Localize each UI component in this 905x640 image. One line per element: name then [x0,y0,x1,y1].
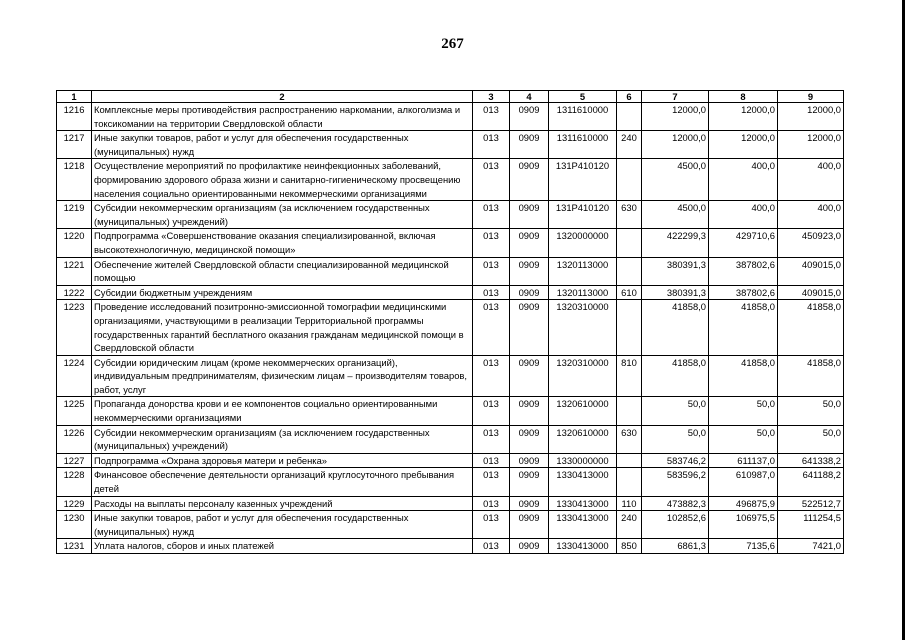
expense-type-code [617,453,642,468]
ministry-code: 013 [473,103,510,131]
amount-col-8: 400,0 [709,201,778,229]
section-code: 0909 [510,159,549,201]
target-article-code: 1320113000 [549,257,617,285]
row-number: 1216 [57,103,92,131]
ministry-code: 013 [473,300,510,355]
column-header-6: 6 [617,91,642,103]
table-row [57,103,844,131]
row-number: 1228 [57,468,92,496]
expense-name: Субсидии бюджетным учреждениям [92,285,473,300]
ministry-code: 013 [473,539,510,554]
target-article-code: 1320000000 [549,229,617,257]
expense-name: Обеспечение жителей Свердловской области специализированной медицинской помощью [92,257,473,285]
amount-col-7: 12000,0 [642,131,709,159]
ministry-code: 013 [473,285,510,300]
target-article-code: 1330413000 [549,496,617,511]
amount-col-8: 387802,6 [709,257,778,285]
amount-col-8: 400,0 [709,159,778,201]
column-header-7: 7 [642,91,709,103]
amount-col-9: 400,0 [778,201,844,229]
amount-col-8: 7135,6 [709,539,778,554]
amount-col-8: 12000,0 [709,131,778,159]
expense-name: Субсидии юридическим лицам (кроме некоммерческих организаций), индивидуальным предпринимателям, физическим лицам – производителям товаров, работ, услуг [92,355,473,397]
amount-col-8: 50,0 [709,397,778,425]
expense-type-code [617,229,642,257]
budget-table [56,90,844,554]
expense-type-code: 240 [617,131,642,159]
target-article-code: 1330000000 [549,453,617,468]
expense-type-code: 810 [617,355,642,397]
expense-type-code [617,159,642,201]
column-header-2: 2 [92,91,473,103]
section-code: 0909 [510,201,549,229]
ministry-code: 013 [473,425,510,453]
amount-col-7: 41858,0 [642,300,709,355]
amount-col-8: 611137,0 [709,453,778,468]
column-header-4: 4 [510,91,549,103]
column-header-8: 8 [709,91,778,103]
target-article-code: 131P410120 [549,159,617,201]
expense-name: Иные закупки товаров, работ и услуг для обеспечения государственных (муниципальных) нужд [92,131,473,159]
expense-name: Уплата налогов, сборов и иных платежей [92,539,473,554]
ministry-code: 013 [473,355,510,397]
expense-name: Субсидии некоммерческим организациям (за исключением государственных (муниципальных) учреждений) [92,201,473,229]
expense-name: Комплексные меры противодействия распространению наркомании, алкоголизма и токсикомании на территории Свердловской области [92,103,473,131]
ministry-code: 013 [473,229,510,257]
amount-col-7: 41858,0 [642,355,709,397]
expense-type-code [617,397,642,425]
amount-col-9: 50,0 [778,425,844,453]
target-article-code: 1330413000 [549,539,617,554]
row-number: 1217 [57,131,92,159]
section-code: 0909 [510,131,549,159]
expense-type-code: 610 [617,285,642,300]
row-number: 1224 [57,355,92,397]
amount-col-9: 12000,0 [778,103,844,131]
amount-col-8: 106975,5 [709,511,778,539]
target-article-code: 1320610000 [549,425,617,453]
table-body [57,103,844,554]
amount-col-8: 12000,0 [709,103,778,131]
amount-col-8: 50,0 [709,425,778,453]
row-number: 1230 [57,511,92,539]
row-number: 1222 [57,285,92,300]
table-row [57,131,844,159]
amount-col-7: 380391,3 [642,285,709,300]
amount-col-9: 50,0 [778,397,844,425]
header-row [57,91,844,103]
table-row [57,201,844,229]
row-number: 1221 [57,257,92,285]
section-code: 0909 [510,397,549,425]
ministry-code: 013 [473,257,510,285]
target-article-code: 1320310000 [549,300,617,355]
expense-name: Осуществление мероприятий по профилактике неинфекционных заболеваний, формированию здорового образа жизни и санитарно-гигиеническому просвещению населения социально ориентированными некоммерческими организациями [92,159,473,201]
table-row [57,496,844,511]
section-code: 0909 [510,425,549,453]
amount-col-9: 41858,0 [778,300,844,355]
column-header-5: 5 [549,91,617,103]
ministry-code: 013 [473,159,510,201]
target-article-code: 1311610000 [549,131,617,159]
amount-col-9: 641338,2 [778,453,844,468]
amount-col-9: 522512,7 [778,496,844,511]
ministry-code: 013 [473,131,510,159]
target-article-code: 1330413000 [549,511,617,539]
table-row [57,468,844,496]
expense-type-code [617,468,642,496]
amount-col-8: 496875,9 [709,496,778,511]
amount-col-9: 7421,0 [778,539,844,554]
section-code: 0909 [510,229,549,257]
row-number: 1231 [57,539,92,554]
section-code: 0909 [510,496,549,511]
amount-col-7: 50,0 [642,397,709,425]
target-article-code: 1320310000 [549,355,617,397]
amount-col-9: 400,0 [778,159,844,201]
target-article-code: 1311610000 [549,103,617,131]
row-number: 1227 [57,453,92,468]
expense-type-code [617,103,642,131]
ministry-code: 013 [473,496,510,511]
column-header-9: 9 [778,91,844,103]
section-code: 0909 [510,355,549,397]
amount-col-7: 380391,3 [642,257,709,285]
amount-col-7: 4500,0 [642,201,709,229]
expense-name: Финансовое обеспечение деятельности организаций круглосуточного пребывания детей [92,468,473,496]
table-row [57,355,844,397]
amount-col-8: 41858,0 [709,300,778,355]
page-number: 267 [441,36,464,52]
amount-col-7: 50,0 [642,425,709,453]
amount-col-7: 6861,3 [642,539,709,554]
target-article-code: 131P410120 [549,201,617,229]
table-row [57,300,844,355]
expense-name: Субсидии некоммерческим организациям (за исключением государственных (муниципальных) учреждений) [92,425,473,453]
amount-col-7: 473882,3 [642,496,709,511]
amount-col-9: 409015,0 [778,285,844,300]
row-number: 1225 [57,397,92,425]
ministry-code: 013 [473,201,510,229]
expense-name: Расходы на выплаты персоналу казенных учреждений [92,496,473,511]
table-row [57,539,844,554]
ministry-code: 013 [473,453,510,468]
expense-type-code [617,300,642,355]
table-row [57,257,844,285]
ministry-code: 013 [473,397,510,425]
amount-col-9: 641188,2 [778,468,844,496]
amount-col-7: 4500,0 [642,159,709,201]
expense-type-code [617,257,642,285]
amount-col-8: 610987,0 [709,468,778,496]
expense-name: Иные закупки товаров, работ и услуг для обеспечения государственных (муниципальных) нужд [92,511,473,539]
table-row [57,229,844,257]
section-code: 0909 [510,257,549,285]
table-row [57,425,844,453]
section-code: 0909 [510,103,549,131]
amount-col-9: 111254,5 [778,511,844,539]
amount-col-8: 429710,6 [709,229,778,257]
section-code: 0909 [510,539,549,554]
expense-name: Подпрограмма «Совершенствование оказания специализированной, включая высокотехнологичную, медицинской помощи» [92,229,473,257]
amount-col-9: 41858,0 [778,355,844,397]
amount-col-7: 583596,2 [642,468,709,496]
table-row [57,285,844,300]
expense-type-code: 630 [617,201,642,229]
ministry-code: 013 [473,511,510,539]
table-row [57,453,844,468]
amount-col-8: 41858,0 [709,355,778,397]
amount-col-8: 387802,6 [709,285,778,300]
row-number: 1226 [57,425,92,453]
expense-type-code: 630 [617,425,642,453]
amount-col-7: 102852,6 [642,511,709,539]
amount-col-9: 12000,0 [778,131,844,159]
amount-col-7: 12000,0 [642,103,709,131]
row-number: 1218 [57,159,92,201]
column-header-1: 1 [57,91,92,103]
target-article-code: 1320610000 [549,397,617,425]
amount-col-7: 583746,2 [642,453,709,468]
expense-type-code: 110 [617,496,642,511]
expense-name: Проведение исследований позитронно-эмиссионной томографии медицинскими организациями, участвующими в реализации Территориальной программы государственных гарантий бесплатного оказания гражданам медицинской помощи в Свердловской области [92,300,473,355]
table-row [57,511,844,539]
row-number: 1219 [57,201,92,229]
amount-col-9: 450923,0 [778,229,844,257]
ministry-code: 013 [473,468,510,496]
section-code: 0909 [510,453,549,468]
row-number: 1223 [57,300,92,355]
amount-col-7: 422299,3 [642,229,709,257]
section-code: 0909 [510,468,549,496]
expense-type-code: 240 [617,511,642,539]
expense-name: Подпрограмма «Охрана здоровья матери и ребенка» [92,453,473,468]
expense-name: Пропаганда донорства крови и ее компонентов социально ориентированными некоммерческими организациями [92,397,473,425]
expense-type-code: 850 [617,539,642,554]
section-code: 0909 [510,511,549,539]
table-row [57,159,844,201]
column-header-3: 3 [473,91,510,103]
target-article-code: 1320113000 [549,285,617,300]
row-number: 1220 [57,229,92,257]
section-code: 0909 [510,300,549,355]
amount-col-9: 409015,0 [778,257,844,285]
target-article-code: 1330413000 [549,468,617,496]
section-code: 0909 [510,285,549,300]
table-row [57,397,844,425]
row-number: 1229 [57,496,92,511]
